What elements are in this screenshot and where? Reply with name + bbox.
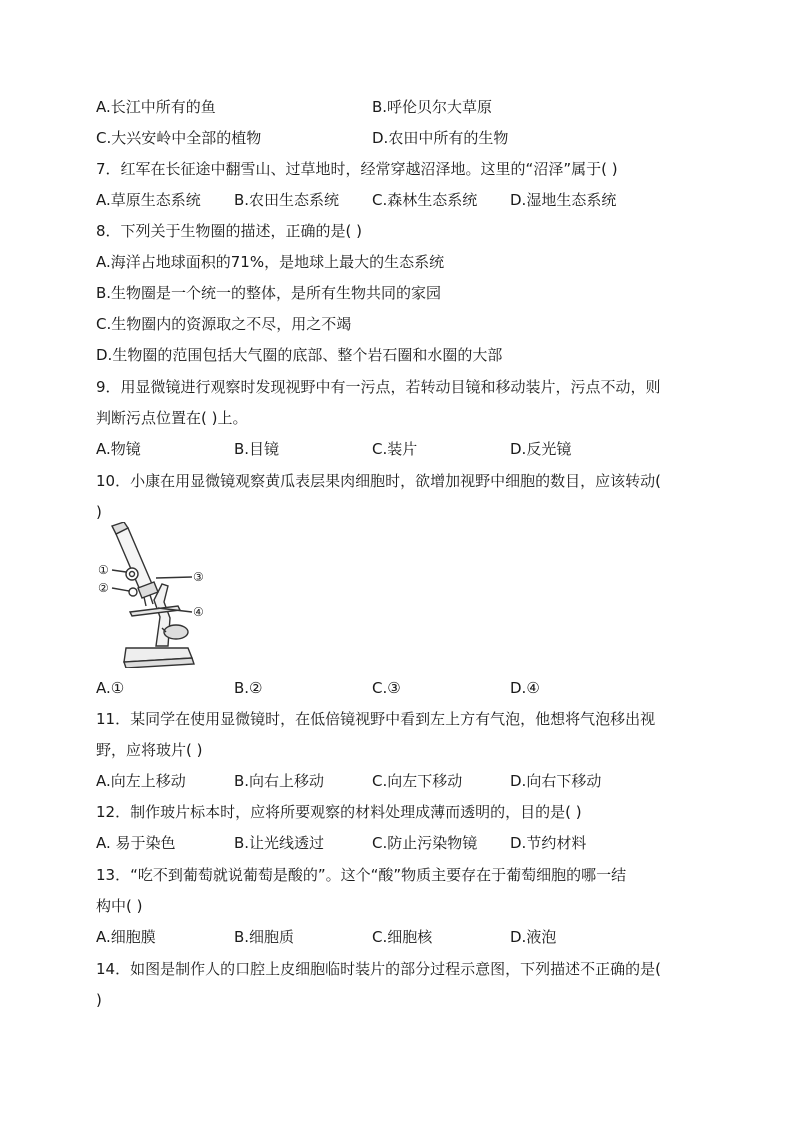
q7-option-c: C.森林生态系统 xyxy=(372,191,478,209)
q10-stem-line1: 10．小康在用显微镜观察黄瓜表层果肉细胞时，欲增加视野中细胞的数目，应该转动( xyxy=(96,472,661,490)
q10-option-b: B.② xyxy=(234,679,263,697)
q12-option-b: B.让光线透过 xyxy=(234,834,325,852)
q12-stem: 12．制作玻片标本时，应将所要观察的材料处理成薄而透明的，目的是( ) xyxy=(96,803,582,821)
q8-option-a: A.海洋占地球面积的71%，是地球上最大的生态系统 xyxy=(96,253,445,271)
q11-option-c: C.向左下移动 xyxy=(372,772,463,790)
q11-option-d: D.向右下移动 xyxy=(510,772,602,790)
q8-option-b: B.生物圈是一个统一的整体，是所有生物共同的家园 xyxy=(96,284,442,302)
q12-option-a: A. 易于染色 xyxy=(96,834,176,852)
microscope-figure xyxy=(96,522,216,668)
q11-stem-line1: 11．某同学在使用显微镜时，在低倍镜视野中看到左上方有气泡，他想将气泡移出视 xyxy=(96,710,656,728)
q9-option-a: A.物镜 xyxy=(96,440,141,458)
label-2: ② xyxy=(98,581,109,595)
q6-option-d: D.农田中所有的生物 xyxy=(372,129,509,147)
q6-option-c: C.大兴安岭中全部的植物 xyxy=(96,129,262,147)
q13-stem-line2: 构中( ) xyxy=(96,897,143,915)
q11-option-b: B.向右上移动 xyxy=(234,772,325,790)
label-3: ③ xyxy=(193,570,204,584)
q10-option-d: D.④ xyxy=(510,679,540,697)
q14-stem-line1: 14．如图是制作人的口腔上皮细胞临时装片的部分过程示意图，下列描述不正确的是( xyxy=(96,960,661,978)
q11-option-a: A.向左上移动 xyxy=(96,772,186,790)
q7-option-a: A.草原生态系统 xyxy=(96,191,201,209)
q12-option-d: D.节约材料 xyxy=(510,834,587,852)
q10-option-a: A.① xyxy=(96,679,125,697)
q13-stem-line1: 13．“吃不到葡萄就说葡萄是酸的”。这个“酸”物质主要存在于葡萄细胞的哪一结 xyxy=(96,866,627,884)
q12-option-c: C.防止污染物镜 xyxy=(372,834,478,852)
q11-stem-line2: 野，应将玻片( ) xyxy=(96,741,203,759)
q6-option-a: A.长江中所有的鱼 xyxy=(96,98,216,116)
label-1: ① xyxy=(98,563,109,577)
q13-option-d: D.液泡 xyxy=(510,928,557,946)
q8-option-d: D.生物圈的范围包括大气圈的底部、整个岩石圈和水圈的大部 xyxy=(96,346,503,364)
q9-stem-line1: 9．用显微镜进行观察时发现视野中有一污点，若转动目镜和移动装片，污点不动，则 xyxy=(96,378,661,396)
q8-stem: 8．下列关于生物圈的描述，正确的是( ) xyxy=(96,222,363,240)
q6-option-b: B.呼伦贝尔大草原 xyxy=(372,98,493,116)
q7-stem: 7．红军在长征途中翻雪山、过草地时，经常穿越沼泽地。这里的“沼泽”属于( ) xyxy=(96,160,618,178)
q7-option-b: B.农田生态系统 xyxy=(234,191,340,209)
label-4: ④ xyxy=(193,605,204,619)
q10-stem-line2: ) xyxy=(96,503,102,521)
q9-option-d: D.反光镜 xyxy=(510,440,572,458)
q13-option-b: B.细胞质 xyxy=(234,928,295,946)
q13-option-c: C.细胞核 xyxy=(372,928,433,946)
q13-option-a: A.细胞膜 xyxy=(96,928,156,946)
q9-option-c: C.装片 xyxy=(372,440,418,458)
q7-option-d: D.湿地生态系统 xyxy=(510,191,617,209)
q14-stem-line2: ) xyxy=(96,991,102,1009)
q10-option-c: C.③ xyxy=(372,679,401,697)
q8-option-c: C.生物圈内的资源取之不尽，用之不竭 xyxy=(96,315,352,333)
q9-stem-line2: 判断污点位置在( )上。 xyxy=(96,409,248,427)
q9-option-b: B.目镜 xyxy=(234,440,280,458)
